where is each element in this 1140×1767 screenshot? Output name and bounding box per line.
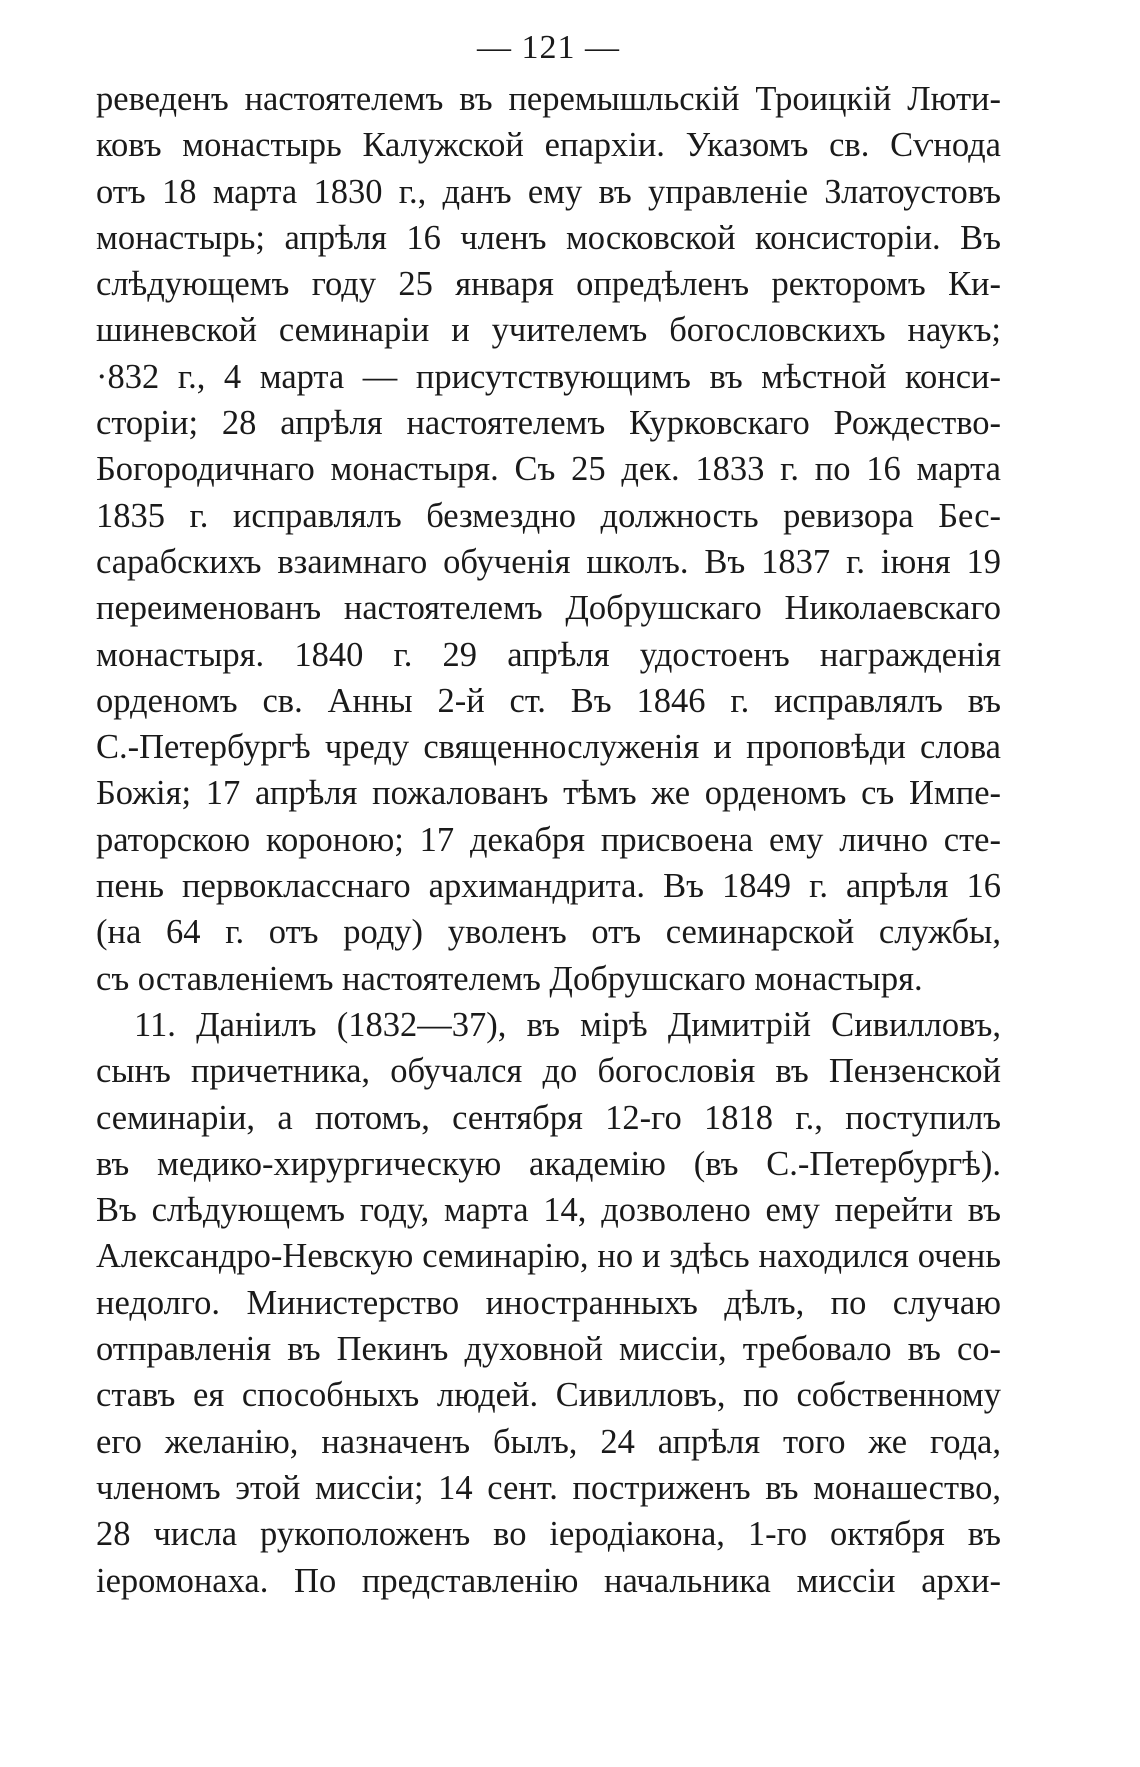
text-line: семинаріи, а потомъ, сентября 12-го 1818 г., поступилъ <box>96 1098 1001 1137</box>
text-line: ·832 г., 4 марта — присутствующимъ въ мѣстной конси- <box>96 357 1001 396</box>
text-line: сынъ причетника, обучался до богословія въ Пензенской <box>96 1052 1001 1091</box>
body-text <box>96 76 1001 1604</box>
text-line: сарабскихъ взаимнаго обученія школъ. Въ 1837 г. іюня 19 <box>96 542 1001 581</box>
text-line: переименованъ настоятелемъ Добрушскаго Николаевскаго <box>96 589 1001 628</box>
text-line: реведенъ настоятелемъ въ перемышльскій Троицкій Люти- <box>96 80 1001 118</box>
text-line: Божія; 17 апрѣля пожалованъ тѣмъ же орденомъ съ Импе- <box>96 774 1001 813</box>
text-line: С.-Петербургѣ чреду священнослуженія и проповѣди слова <box>96 728 1001 767</box>
text-line: монастырь; апрѣля 16 членъ московской консисторіи. Въ <box>96 218 1001 257</box>
text-line: отъ 18 марта 1830 г., данъ ему въ управленіе Златоустовъ <box>96 172 1001 211</box>
text-line: пень первокласснаго архимандрита. Въ 1849 г. апрѣля 16 <box>96 867 1001 906</box>
text-line: Александро-Невскую семинарію, но и здѣсь находился очень <box>96 1237 1001 1276</box>
page-number: — 121 — <box>477 29 620 66</box>
text-line: іеромонаха. По представленію начальника миссіи архи- <box>96 1561 1001 1600</box>
text-line: раторскою короною; 17 декабря присвоена ему лично сте- <box>96 820 1001 859</box>
text-line: 1835 г. исправлялъ безмездно должность ревизора Бес- <box>96 496 1001 535</box>
text-line: (на 64 г. отъ роду) уволенъ отъ семинарской службы, <box>96 913 1001 952</box>
text-line: его желанію, назначенъ былъ, 24 апрѣля того же года, <box>96 1422 1001 1461</box>
text-line: монастыря. 1840 г. 29 апрѣля удостоенъ награжденія <box>96 635 1001 674</box>
book-page <box>96 22 1001 1604</box>
text-line: слѣдующемъ году 25 января опредѣленъ ректоромъ Ки- <box>96 265 1001 304</box>
text-line: съ оставленіемъ настоятелемъ Добрушскаго монастыря. <box>96 959 923 998</box>
text-line: 11. Даніилъ (1832—37), въ мірѣ Димитрій Сивилловъ, <box>134 1005 1001 1044</box>
text-line: Богородичнаго монастыря. Съ 25 дек. 1833 г. по 16 марта <box>96 450 1001 489</box>
text-line: членомъ этой миссіи; 14 сент. постриженъ въ монашество, <box>96 1468 1001 1507</box>
text-line: ковъ монастырь Калужской епархіи. Указомъ св. Сѵнода <box>96 126 1001 165</box>
text-line: въ медико-хирургическую академію (въ С.-Петербургѣ). <box>96 1144 1001 1183</box>
text-line: недолго. Министерство иностранныхъ дѣлъ, по случаю <box>96 1283 1001 1322</box>
text-line: 28 числа рукоположенъ во іеродіакона, 1-го октября въ <box>96 1515 1001 1554</box>
text-line: шиневской семинаріи и учителемъ богословскихъ наукъ; <box>96 311 1001 350</box>
text-line: Въ слѣдующемъ году, марта 14, дозволено ему перейти въ <box>96 1191 1001 1230</box>
text-line: орденомъ св. Анны 2-й ст. Въ 1846 г. исправлялъ въ <box>96 681 1001 720</box>
text-line: сторіи; 28 апрѣля настоятелемъ Курковскаго Рождество- <box>96 404 1001 443</box>
text-line: отправленія въ Пекинъ духовной миссіи, требовало въ со- <box>96 1330 1001 1369</box>
text-line: ставъ ея способныхъ людей. Сивилловъ, по собственному <box>96 1376 1001 1415</box>
